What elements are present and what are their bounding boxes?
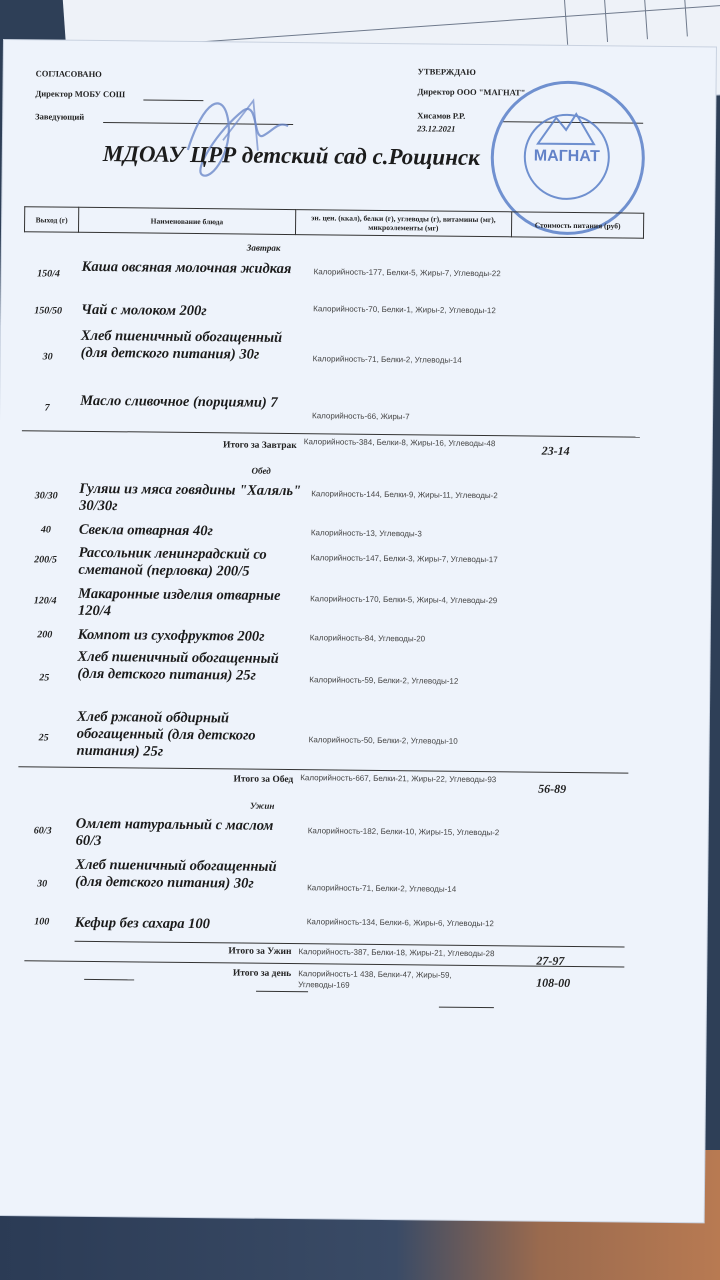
section-breakfast: Завтрак (246, 242, 281, 253)
list-item: 200/5 Рассольник ленинградский со сметаной (перловка) 200/5 Калорийность-147, Белки-3, Жиры-7, Углеводы-17 (34, 544, 498, 580)
list-item: 200 Компот из сухофруктов 200г Калорийность-84, Углеводы-20 (37, 626, 426, 645)
mountain-icon (536, 110, 596, 147)
list-item: 150/4 Каша овсяная молочная жидкая Калорийность-177, Белки-5, Жиры-7, Углеводы-22 (37, 258, 501, 280)
approval-left-role: Директор МОБУ СОШ (35, 88, 126, 100)
section-lunch: Обед (251, 465, 271, 476)
stamp-name: МАГНАТ (533, 147, 600, 166)
header-cost: Стоимость питания (руб) (512, 212, 644, 238)
header-nutrition: эн. цен. (ккал), белки (г), углеводы (г), витамины (мг), микроэлементы (мг) (295, 210, 512, 237)
signature-line (439, 1007, 494, 1009)
list-item: 30/30 Гуляш из мяса говядины "Халяль" 30/30г Калорийность-144, Белки-9, Жиры-11, Углеводы-2 (34, 480, 498, 515)
list-item: 25 Хлеб ржаной обдирный обогащенный (для детского питания) 25г Калорийность-50, Белки-2, Углеводы-10 (38, 708, 458, 760)
day-total: Итого за день Калорийность-1 438, Белки-47, Жиры-59, Углеводы-169 108-00 (232, 968, 571, 990)
approval-right-title: УТВЕРЖДАЮ (417, 66, 476, 77)
list-item: 30 Хлеб пшеничный обогащенный (для детского питания) 30г Калорийность-71, Белки-2, Углеводы-14 (42, 327, 462, 365)
list-item: 40 Свекла отварная 40г Калорийность-13, Углеводы-3 (40, 521, 422, 540)
divider (24, 960, 624, 967)
approval-left-title: СОГЛАСОВАНО (35, 68, 102, 80)
header-yield: Выход (г) (24, 207, 78, 233)
signature (182, 80, 293, 201)
divider (75, 941, 625, 948)
list-item: 25 Хлеб пшеничный обогащенный (для детского питания) 25г Калорийность-59, Белки-2, Углеводы-12 (39, 648, 459, 686)
approval-left-role2: Заведующий (35, 111, 85, 122)
header-dish: Наименование блюда (79, 207, 296, 234)
menu-sheet (0, 40, 716, 1222)
approval-right-name: Хисамов Р.Р. (417, 110, 466, 121)
dinner-total: Итого за Ужин Калорийность-387, Белки-18, Жиры-21, Углеводы-28 27-97 (228, 946, 565, 968)
approval-right-role: Директор ООО "МАГНАТ" (417, 86, 526, 98)
list-item: 60/3 Омлет натуральный с маслом 60/3 Калорийность-182, Белки-10, Жиры-15, Углеводы-2 (33, 815, 500, 850)
list-item: 30 Хлеб пшеничный обогащенный (для детского питания) 30г Калорийность-71, Белки-2, Углеводы-14 (37, 856, 457, 894)
lunch-total: Итого за Обед Калорийность-667, Белки-21, Жиры-22, Углеводы-93 56-89 (233, 773, 567, 796)
signature-line (256, 991, 308, 993)
page-title: МДОАУ ЦРР детский сад с.Рощинск (102, 141, 480, 170)
list-item: 100 Кефир без сахара 100 Калорийность-134, Белки-6, Жиры-6, Углеводы-12 (34, 914, 494, 933)
list-item: 150/50 Чай с молоком 200г Калорийность-70, Белки-1, Жиры-2, Углеводы-12 (34, 301, 496, 320)
menu-table-header (24, 206, 644, 238)
section-dinner: Ужин (249, 800, 275, 811)
approval-right-date: 23.12.2021 (417, 123, 456, 134)
list-item: 7 Масло сливочное (порциями) 7 Калорийность-66, Жиры-7 (44, 392, 410, 422)
signature-line (84, 979, 134, 981)
breakfast-total: Итого за Завтрак Калорийность-384, Белки-8, Жиры-16, Углеводы-48 23-14 (222, 437, 570, 458)
list-item: 120/4 Макаронные изделия отварные 120/4 Калорийность-170, Белки-5, Жиры-4, Углеводы-29 (33, 585, 498, 620)
